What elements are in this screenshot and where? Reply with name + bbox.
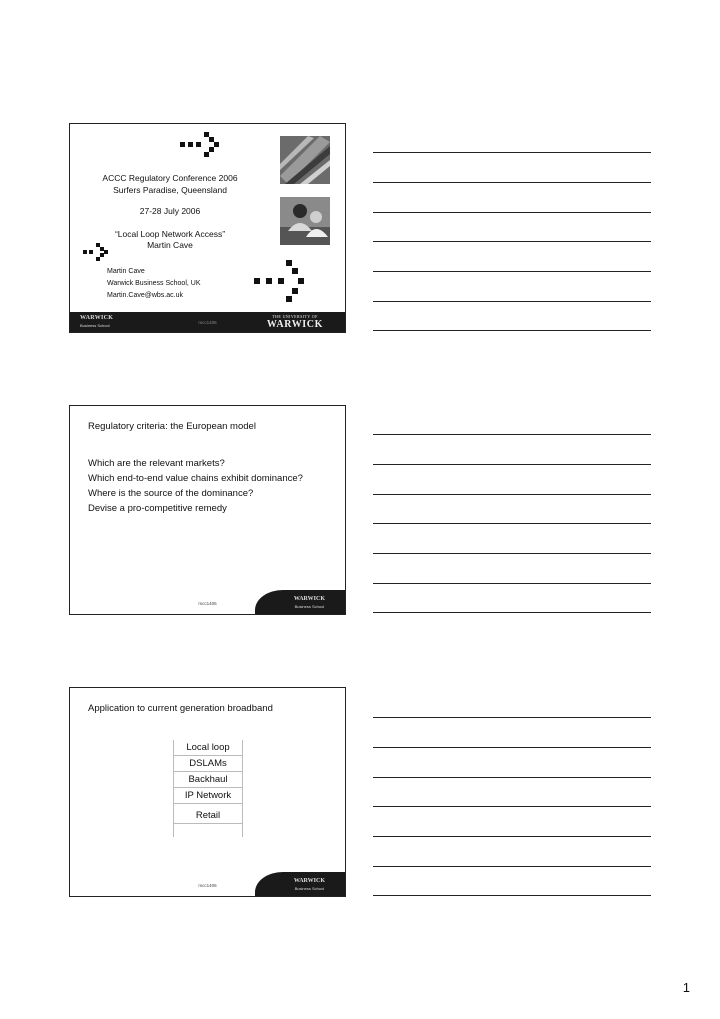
chain-layer <box>174 824 242 837</box>
wbs-corner-logo: WARWICK Business School <box>255 872 345 896</box>
chain-layer: Retail <box>174 804 242 824</box>
note-line <box>373 241 651 242</box>
slide-title: Application to current generation broadband <box>88 703 273 714</box>
note-line <box>373 806 651 807</box>
footer-tag: mcc1406 <box>198 320 217 325</box>
photo-people <box>280 197 330 245</box>
note-line <box>373 747 651 748</box>
note-line <box>373 777 651 778</box>
conference-date: 27-28 July 2006 <box>139 206 201 216</box>
list-item: Where is the source of the dominance? <box>88 488 254 499</box>
conference-name: ACCC Regulatory Conference 2006 <box>102 173 238 183</box>
page-number: 1 <box>682 980 690 995</box>
arrow-dots-icon <box>178 130 222 160</box>
note-line <box>373 330 651 331</box>
slide-3-broadband <box>69 687 346 897</box>
footer-tag: mcc1406 <box>198 883 217 888</box>
note-line <box>373 464 651 465</box>
author-name: Martin Cave <box>107 268 145 275</box>
criteria-list <box>88 456 328 516</box>
author-org: Warwick Business School, UK <box>107 280 201 287</box>
note-line <box>373 212 651 213</box>
note-line <box>373 717 651 718</box>
author-email: Martin.Cave@wbs.ac.uk <box>107 292 183 299</box>
chain-layer: Backhaul <box>174 772 242 788</box>
list-item: Which are the relevant markets? <box>88 458 225 469</box>
note-line <box>373 301 651 302</box>
footer-tag: mcc1406 <box>198 601 217 606</box>
note-line <box>373 866 651 867</box>
note-line <box>373 523 651 524</box>
conference-location: Surfers Paradise, Queensland <box>113 185 227 195</box>
wbs-logo: WARWICK Business School <box>80 315 114 328</box>
note-line <box>373 895 651 896</box>
note-line <box>373 553 651 554</box>
large-arrow-dots-icon <box>250 257 310 307</box>
photo-cables <box>280 136 330 184</box>
note-line <box>373 182 651 183</box>
note-line <box>373 494 651 495</box>
note-line <box>373 583 651 584</box>
list-item: Which end-to-end value chains exhibit dominance? <box>88 473 303 484</box>
note-line <box>373 612 651 613</box>
slide-1-title <box>69 123 346 333</box>
note-line <box>373 271 651 272</box>
chain-layer: IP Network <box>174 788 242 804</box>
list-item: Devise a pro-competitive remedy <box>88 503 227 514</box>
chain-layer: DSLAMs <box>174 756 242 772</box>
talk-title: “Local Loop Network Access” <box>114 229 226 239</box>
chain-layer: Local loop <box>174 740 242 756</box>
slide-2-criteria <box>69 405 346 615</box>
slide-title: Regulatory criteria: the European model <box>88 421 256 432</box>
small-arrow-dots-icon <box>82 241 110 263</box>
slide-footer <box>70 312 345 332</box>
talk-speaker: Martin Cave <box>147 240 193 250</box>
university-logo: THE UNIVERSITY OF WARWICK <box>266 314 323 330</box>
note-line <box>373 152 651 153</box>
note-line <box>373 836 651 837</box>
note-line <box>373 434 651 435</box>
wbs-corner-logo: WARWICK Business School <box>255 590 345 614</box>
value-chain-stack <box>173 740 243 837</box>
author-block <box>107 266 201 302</box>
